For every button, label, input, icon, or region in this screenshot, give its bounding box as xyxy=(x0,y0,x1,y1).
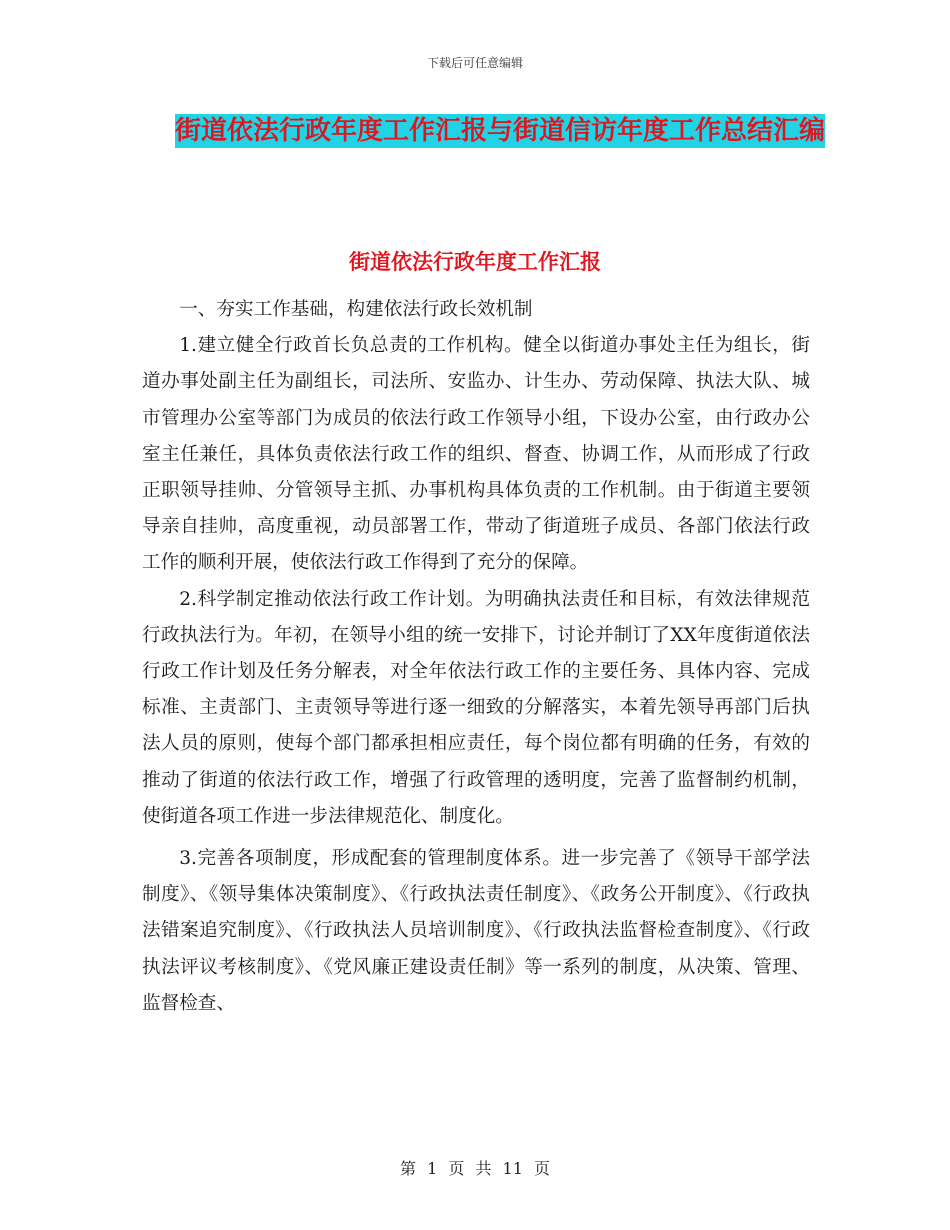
document-body xyxy=(142,292,810,1022)
section-title: 街道依法行政年度工作汇报 xyxy=(349,249,601,274)
document-title-text: 街道依法行政年度工作汇报与街道信访年度工作总结汇编 xyxy=(174,116,825,146)
page-number: 第 1 页 共 11 页 xyxy=(400,1159,550,1178)
paragraph: 2.科学制定推动依法行政工作计划。为明确执法责任和目标，有效法律规范行政执法行为。年初，在领导小组的统一安排下，讨论并制订了XX年度街道依法行政工作计划及任务分解表，对全年依法行政工作的主要任务、具体内容、完成标准、主责部门、主责领导等进行逐一细致的分解落实，本着先领导再部门后执法人员的原则，使每个部门都承担相应责任，每个岗位都有明确的任务，有效的推动了街道的依法行政工作，增强了行政管理的透明度，完善了监督制约机制，使街道各项工作进一步法律规范化、制度化。 xyxy=(142,588,810,827)
document-title xyxy=(150,108,850,154)
paragraph-heading: 一、夯实工作基础，构建依法行政长效机制 xyxy=(179,299,533,320)
paragraph: 3.完善各项制度，形成配套的管理制度体系。进一步完善了《领导干部学法制度》、《领导集体决策制度》、《行政执法责任制度》、《政务公开制度》、《行政执法错案追究制度》、《行政执法人员培训制度》、《行政执法监督检查制度》、《行政执法评议考核制度》、《党风廉正建设责任制》等一系列的制度，从决策、管理、监督检查、 xyxy=(142,848,810,1014)
header-note: 下载后可任意编辑 xyxy=(426,56,523,70)
paragraph: 1.建立健全行政首长负总责的工作机构。健全以街道办事处主任为组长，街道办事处副主任为副组长，司法所、安监办、计生办、劳动保障、执法大队、城市管理办公室等部门为成员的依法行政工作领导小组，下设办公室，由行政办公室主任兼任，具体负责依法行政工作的组织、督查、协调工作，从而形成了行政正职领导挂帅、分管领导主抓、办事机构具体负责的工作机制。由于街道主要领导亲自挂帅，高度重视，动员部署工作，带动了街道班子成员、各部门依法行政工作的顺利开展，使依法行政工作得到了充分的保障。 xyxy=(142,335,810,574)
